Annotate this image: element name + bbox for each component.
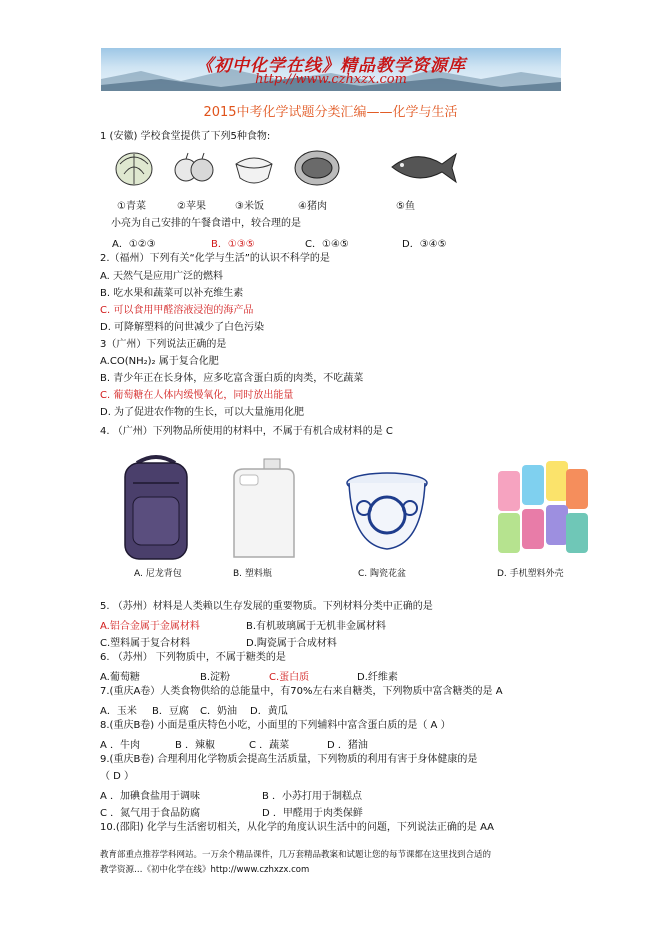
q3-option-c: C. 葡萄糖在人体内缓慢氧化，同时放出能量 [100,390,294,401]
q8-option-b: B ．辣椒 [175,740,216,751]
q3-option-a: A.CO(NH₂)₂ 属于复合化肥 [100,356,219,367]
q5-stem: 5. （苏州）材料是人类赖以生存发展的重要物质。下列材料分类中正确的是 [100,601,433,612]
q6-option-a: A.葡萄糖 [100,672,140,683]
q2-stem: 2.（福州）下列有关“化学与生活”的认识不科学的是 [100,253,330,264]
q9-option-a: A ．加碘食盐用于调味 [100,791,201,802]
food-label: ③米饭 [235,201,264,212]
q1-option-d: D．③④⑤ [402,239,447,250]
footer-line: 教育部重点推荐学科网站。一万余个精品课件，几万套精品教案和试题让您的每节课都在这里找到合适的 [100,850,492,860]
q8-option-c: C ．蔬菜 [249,740,290,751]
q8-option-a: A ．牛肉 [100,740,141,751]
q7-option-d: D．黄瓜 [250,706,288,717]
q1-question: 小亮为自己安排的午餐食谱中，较合理的是 [111,218,301,229]
q9-stem: 9.(重庆B卷) 合理利用化学物质会提高生活质量，下列物质的利用有害于身体健康的是 [100,754,478,765]
document-title: 2015中考化学试题分类汇编——化学与生活 [203,105,458,120]
q7-option-a: A．玉米 [100,706,137,717]
q7-option-c: C．奶油 [200,706,237,717]
q5-option-c: C.塑料属于复合材料 [100,638,191,649]
page-footer [100,848,491,878]
food-label: ①青菜 [117,201,146,212]
rice-bowl-icon [232,142,276,192]
porcelain-pot-icon [344,453,430,563]
q3-option-b: B. 青少年正在长身体，应多吃富含蛋白质的肉类，不吃蔬菜 [100,373,364,384]
q10-stem: 10.(邵阳) 化学与生活密切相关，从化学的角度认识生活中的问题，下列说法正确的是 AA [100,822,495,833]
phone-cases-icon [494,453,590,563]
q5-option-b: B.有机玻璃属于无机非金属材料 [246,621,387,632]
q9-option-c: C ．氮气用于食品防腐 [100,808,201,819]
pork-icon [292,142,342,192]
food-label: ②苹果 [177,201,206,212]
q2-option-c: C. 可以食用甲醛溶液浸泡的海产品 [100,305,254,316]
q9-option-d: D ．甲醛用于肉类保鲜 [262,808,363,819]
item-label: D. 手机塑料外壳 [497,569,564,579]
q3-stem: 3（广州）下列说法正确的是 [100,339,227,350]
cabbage-icon [112,142,156,192]
q8-option-d: D ．猪油 [327,740,368,751]
item-label: C. 陶瓷花盆 [358,569,407,579]
header-banner [101,48,561,91]
q1-option-c: C．①④⑤ [305,239,349,250]
fish-icon [386,142,460,192]
q2-option-a: A. 天然气是应用广泛的燃料 [100,271,224,282]
food-label: ⑤鱼 [396,201,415,212]
plastic-bottle-icon [228,453,300,563]
q5-option-d: D.陶瓷属于合成材料 [246,638,337,649]
q7-option-b: B．豆腐 [152,706,189,717]
q8-stem: 8.(重庆B卷) 小面是重庆特色小吃，小面里的下列辅料中富含蛋白质的是（ A ） [100,720,451,731]
backpack-icon [115,453,197,563]
banner-url[interactable]: http://www.czhxzx.com [255,72,407,87]
q2-option-b: B. 吃水果和蔬菜可以补充维生素 [100,288,244,299]
banner-title: 《初中化学在线》精品教学资源库 [196,56,466,76]
q9-answer: （ D ） [100,771,135,782]
item-label: B. 塑料瓶 [233,569,272,579]
q6-stem: 6. （苏州） 下列物质中，不属于糖类的是 [100,652,286,663]
q6-option-c: C.蛋白质 [269,672,310,683]
q5-option-a: A.铝合金属于金属材料 [100,621,200,632]
footer-line[interactable]: 教学资源…《初中化学在线》http://www.czhxzx.com [100,865,310,875]
q6-option-b: B.淀粉 [200,672,231,683]
q7-stem: 7.(重庆A卷）人类食物供给的总能量中，有70%左右来自糖类，下列物质中富含糖类的是 A [100,686,503,697]
q1-option-b: B．①③⑤ [211,239,255,250]
q9-option-b: B ．小苏打用于制糕点 [262,791,363,802]
q3-option-d: D. 为了促进农作物的生长，可以大量施用化肥 [100,407,305,418]
q2-option-d: D. 可降解塑料的问世减少了白色污染 [100,322,265,333]
q1-stem: 1 (安徽) 学校食堂提供了下列5种食物: [100,131,271,142]
q6-option-d: D.纤维素 [357,672,398,683]
q1-option-a: A．①②③ [112,239,156,250]
q4-stem: 4. （广州）下列物品所使用的材料中，不属于有机合成材料的是 C [100,426,393,437]
food-label: ④猪肉 [298,201,327,212]
apple-icon [170,142,218,192]
item-label: A. 尼龙背包 [134,569,182,579]
